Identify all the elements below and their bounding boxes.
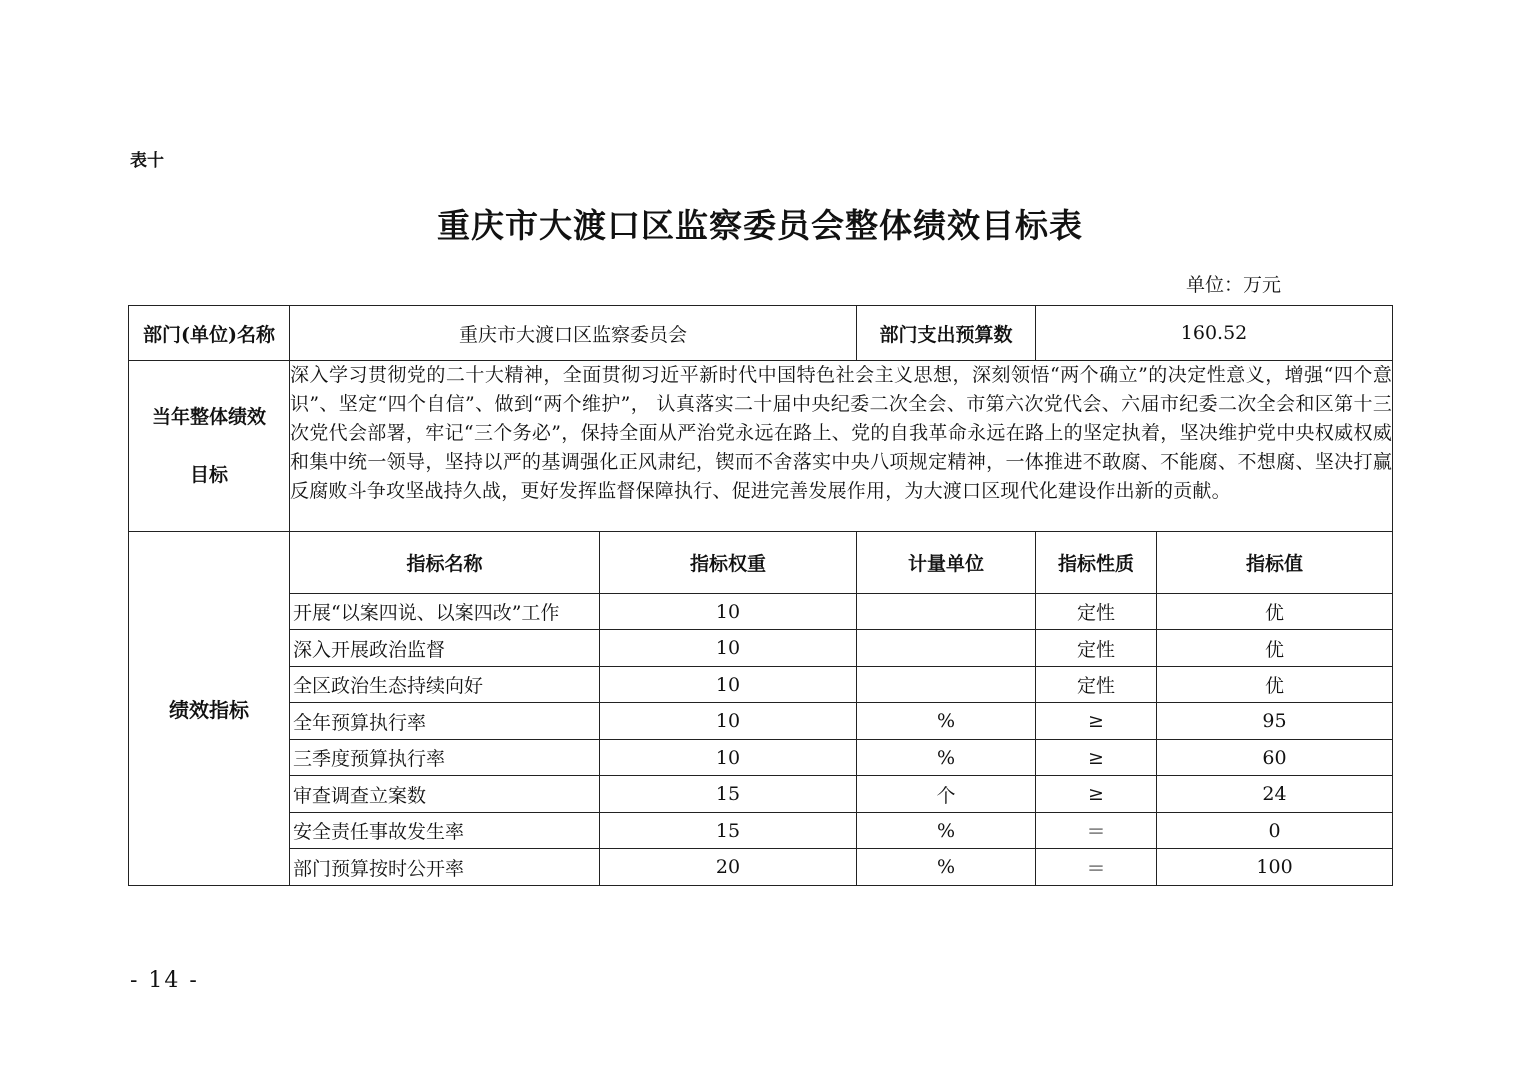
- indicator-unit: [857, 594, 1036, 630]
- performance-target-table: [128, 305, 1393, 886]
- table-row: [129, 667, 1393, 703]
- indicator-unit: 个: [857, 776, 1036, 813]
- table-row: [129, 594, 1393, 630]
- indicator-name: 三季度预算执行率: [290, 740, 600, 776]
- indicator-value: 24: [1157, 776, 1393, 813]
- indicator-weight: 10: [600, 740, 857, 776]
- indicator-name: 全年预算执行率: [290, 703, 600, 740]
- indicator-weight: 10: [600, 594, 857, 630]
- annual-goal-text: 深入学习贯彻党的二十大精神，全面贯彻习近平新时代中国特色社会主义思想，深刻领悟“两个确立”的决定性意义，增强“四个意识”、坚定“四个自信”、做到“两个维护”， 认真落实二十届中央纪委二次全会、市第六次党代会、六届市纪委二次全会和区第十三次党代会部署，牢记“三个务必”，保持全面从严治党永远在路上、党的自我革命永远在路上的坚定执着，坚决维护党中央权威权威和集中统一领导，坚持以严的基调强化正风肃纪，锲而不舍落实中央八项规定精神，一体推进不敢腐、不能腐、不想腐、坚决打赢反腐败斗争攻坚战持久战，更好发挥监督保障执行、促进完善发展作用，为大渡口区现代化建设作出新的贡献。: [290, 361, 1393, 532]
- indicator-nature: ＝: [1036, 813, 1157, 849]
- indicator-weight: 10: [600, 703, 857, 740]
- header-indicator-weight: 指标权重: [600, 532, 857, 594]
- indicator-weight: 15: [600, 776, 857, 813]
- header-measure-unit: 计量单位: [857, 532, 1036, 594]
- indicator-unit: %: [857, 813, 1036, 849]
- indicator-unit: [857, 630, 1036, 667]
- table-row: [129, 740, 1393, 776]
- indicator-unit: %: [857, 849, 1036, 886]
- indicator-value: 100: [1157, 849, 1393, 886]
- table-row: [129, 630, 1393, 667]
- indicator-nature: ≥: [1036, 703, 1157, 740]
- indicator-unit: %: [857, 740, 1036, 776]
- page-title: 重庆市大渡口区监察委员会整体绩效目标表: [437, 206, 1083, 245]
- indicator-nature: ≥: [1036, 776, 1157, 813]
- dept-name-value: 重庆市大渡口区监察委员会: [290, 306, 857, 361]
- annual-goal-label-line1: 当年整体绩效: [151, 406, 266, 428]
- indicator-name: 部门预算按时公开率: [290, 849, 600, 886]
- header-indicator-name: 指标名称: [290, 532, 600, 594]
- table-row: [129, 849, 1393, 886]
- page-number: - 14 -: [130, 968, 199, 993]
- indicator-nature: ＝: [1036, 849, 1157, 886]
- indicator-weight: 15: [600, 813, 857, 849]
- header-indicator-nature: 指标性质: [1036, 532, 1157, 594]
- indicator-weight: 20: [600, 849, 857, 886]
- indicator-value: 优: [1157, 594, 1393, 630]
- indicator-value: 60: [1157, 740, 1393, 776]
- indicator-nature: 定性: [1036, 594, 1157, 630]
- indicator-weight: 10: [600, 667, 857, 703]
- indicator-nature: ≥: [1036, 740, 1157, 776]
- indicator-unit: [857, 667, 1036, 703]
- table-number: 表十: [130, 151, 164, 171]
- indicator-value: 95: [1157, 703, 1393, 740]
- unit-label: 单位：万元: [1186, 274, 1282, 296]
- table-row: [129, 813, 1393, 849]
- header-indicator-value: 指标值: [1157, 532, 1393, 594]
- indicators-section-label: 绩效指标: [129, 532, 290, 886]
- indicator-value: 0: [1157, 813, 1393, 849]
- dept-name-label: 部门(单位)名称: [129, 306, 290, 361]
- indicator-name: 安全责任事故发生率: [290, 813, 600, 849]
- indicator-name: 全区政治生态持续向好: [290, 667, 600, 703]
- budget-value: 160.52: [1036, 306, 1393, 361]
- indicator-value: 优: [1157, 667, 1393, 703]
- indicator-value: 优: [1157, 630, 1393, 667]
- indicator-nature: 定性: [1036, 667, 1157, 703]
- indicator-nature: 定性: [1036, 630, 1157, 667]
- annual-goal-label: [129, 361, 290, 532]
- annual-goal-label-line2: 目标: [189, 464, 228, 486]
- indicator-name: 开展“以案四说、以案四改”工作: [290, 594, 600, 630]
- indicator-unit: %: [857, 703, 1036, 740]
- table-row: [129, 703, 1393, 740]
- budget-label: 部门支出预算数: [857, 306, 1036, 361]
- indicator-weight: 10: [600, 630, 857, 667]
- indicator-name: 深入开展政治监督: [290, 630, 600, 667]
- table-row: [129, 776, 1393, 813]
- indicator-name: 审查调查立案数: [290, 776, 600, 813]
